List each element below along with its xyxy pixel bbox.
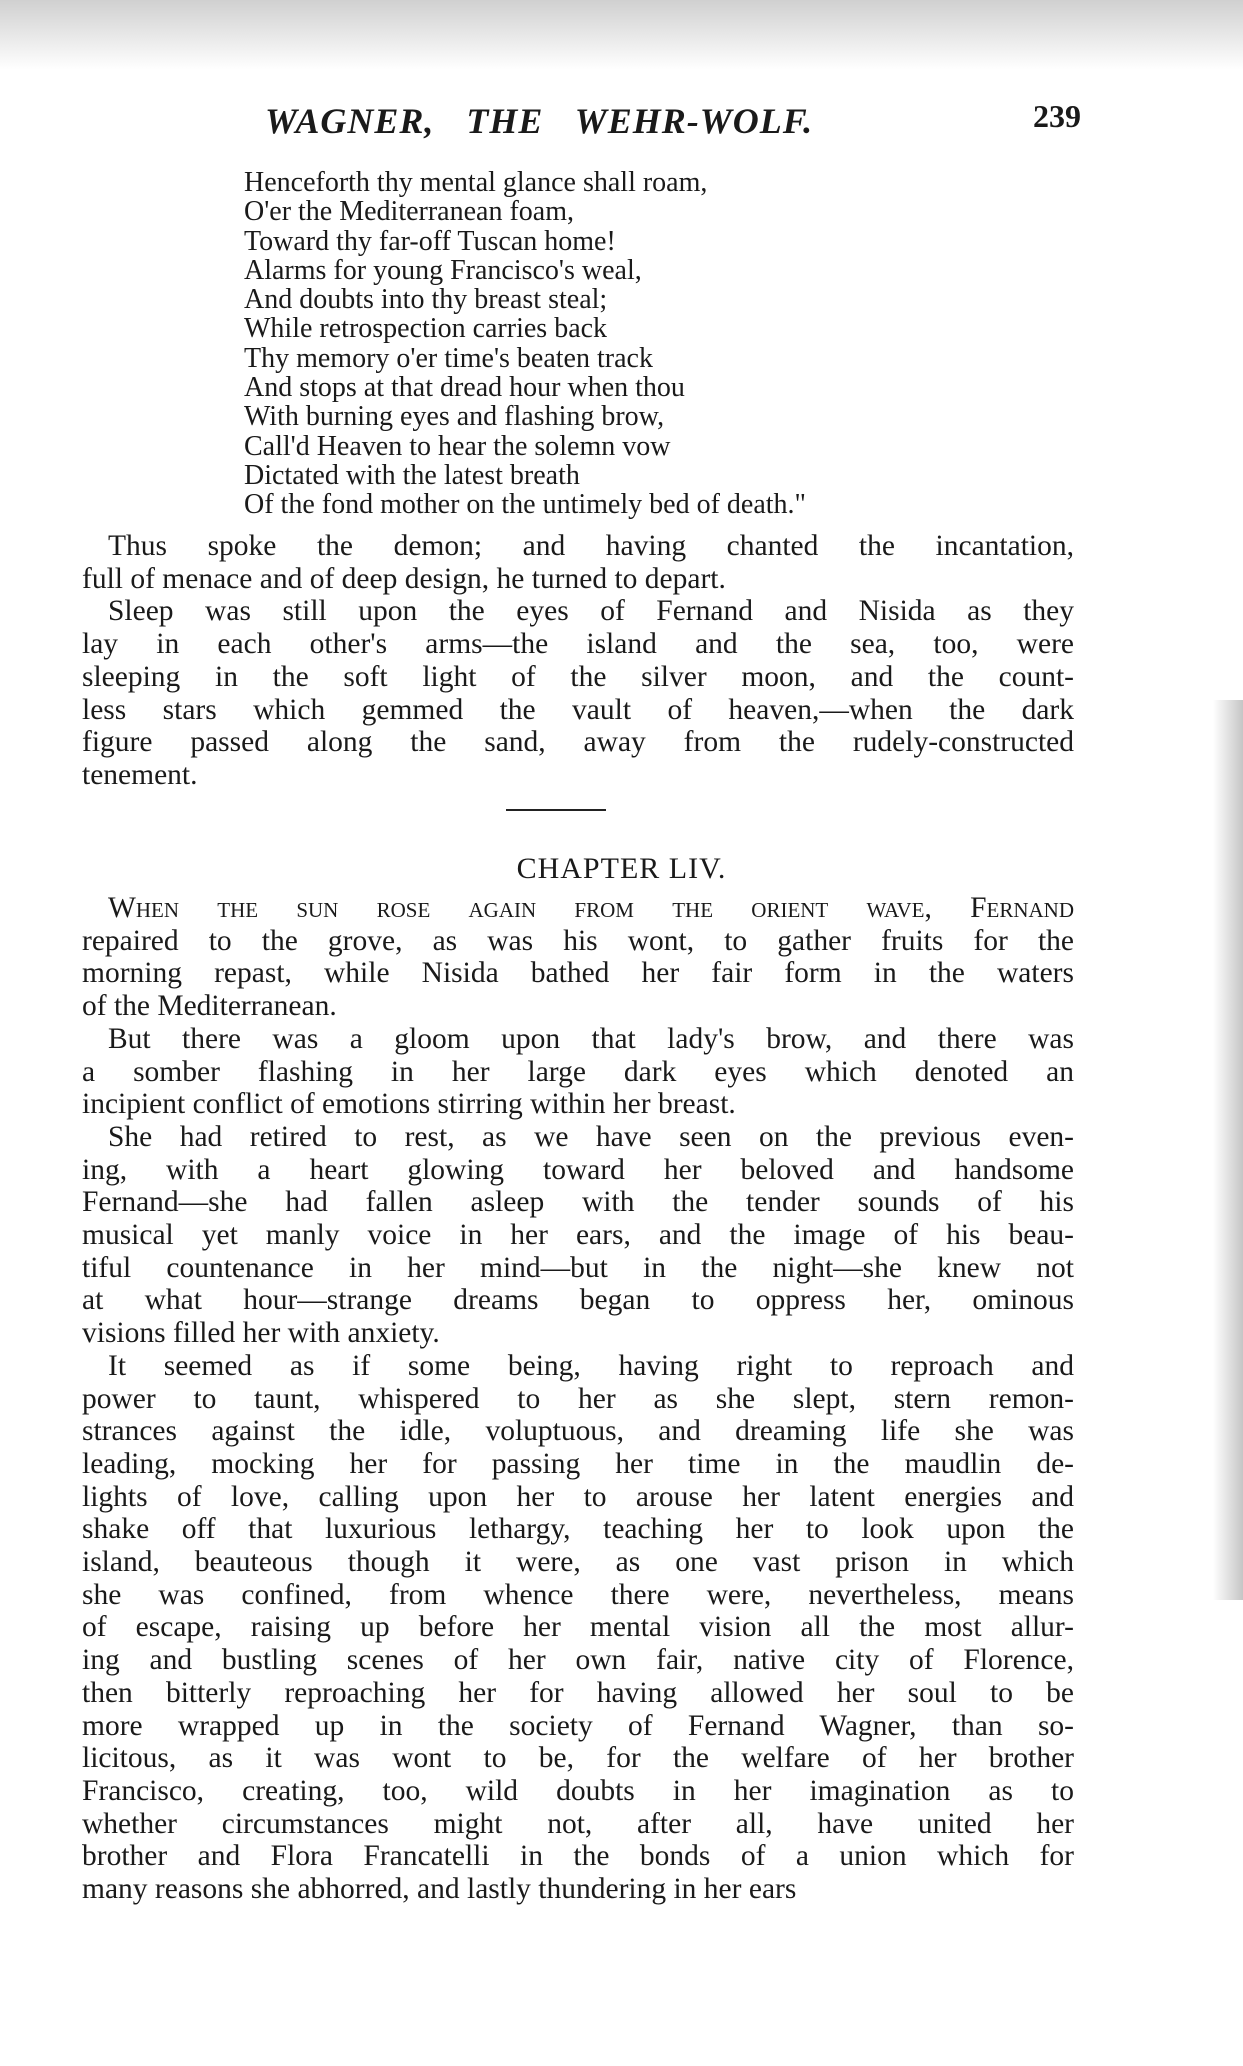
text-line: less stars which gemmed the vault of heaven,—when the dark: [82, 693, 1074, 726]
text-line: of the Mediterranean.: [82, 990, 337, 1023]
text-line: more wrapped up in the society of Fernand Wagner, than so-: [82, 1709, 1074, 1742]
poem-line: Henceforth thy mental glance shall roam,: [244, 167, 708, 198]
text-line: figure passed along the sand, away from the rudely-constructed: [82, 726, 1074, 759]
text-line: island, beauteous though it were, as one vast prison in which: [82, 1546, 1074, 1579]
text-line: lights of love, calling upon her to arouse her latent energies and: [82, 1480, 1074, 1513]
text-line: leading, mocking her for passing her time in the maudlin de-: [82, 1447, 1074, 1480]
poem-line: Of the fond mother on the untimely bed of death.": [244, 489, 806, 521]
text-line: a somber flashing in her large dark eyes which denoted an: [82, 1055, 1074, 1088]
poem-line: And doubts into thy breast steal;: [244, 284, 608, 316]
text-line: tiful countenance in her mind—but in the night—she knew not: [82, 1251, 1074, 1284]
text-line: incipient conflict of emotions stirring within her breast.: [82, 1088, 736, 1121]
text-line: It seemed as if some being, having right to reproach and: [108, 1349, 1074, 1382]
chapter-body: [82, 892, 1074, 1906]
poem-line: And stops at that dread hour when thou: [244, 372, 685, 404]
text-line: then bitterly reproaching her for having allowed her soul to be: [82, 1676, 1074, 1709]
text-line: full of menace and of deep design, he turned to depart.: [82, 562, 726, 595]
section-divider: [506, 809, 606, 811]
text-line: ing, with a heart glowing toward her beloved and handsome: [82, 1153, 1074, 1186]
text-line: Fernand—she had fallen asleep with the tender sounds of his: [82, 1186, 1074, 1219]
text-line: repaired to the grove, as was his wont, to gather fruits for the: [82, 924, 1074, 957]
running-title: WAGNER, THE WEHR-WOLF.: [265, 101, 814, 141]
text-line: Francisco, creating, too, wild doubts in her imagination as to: [82, 1774, 1074, 1807]
text-line: Sleep was still upon the eyes of Fernand and Nisida as they: [108, 595, 1074, 628]
poem-line: While retrospection carries back: [244, 313, 608, 345]
poem-line: O'er the Mediterranean foam,: [244, 196, 574, 228]
text-line: strances against the idle, voluptuous, and dreaming life she was: [82, 1415, 1074, 1448]
text-line: Thus spoke the demon; and having chanted the incantation,: [108, 530, 1074, 562]
text-line: But there was a gloom upon that lady's brow, and there was: [108, 1022, 1074, 1055]
text-line: tenement.: [82, 758, 198, 791]
poem-line: Toward thy far-off Tuscan home!: [244, 225, 616, 257]
poem-block: [244, 168, 806, 520]
text-line: visions filled her with anxiety.: [82, 1317, 440, 1350]
text-line: morning repast, while Nisida bathed her fair form in the waters: [82, 957, 1074, 990]
text-line: whether circumstances might not, after all, have united her: [82, 1807, 1074, 1840]
page-number: 239: [1033, 98, 1081, 134]
text-line: licitous, as it was wont to be, for the welfare of her brother: [82, 1742, 1074, 1775]
poem-line: Call'd Heaven to hear the solemn vow: [244, 430, 671, 462]
poem-line: Alarms for young Francisco's weal,: [244, 254, 642, 286]
text-line: ing and bustling scenes of her own fair, native city of Florence,: [82, 1644, 1074, 1677]
text-line: at what hour—strange dreams began to oppress her, ominous: [82, 1284, 1074, 1317]
text-line: she was confined, from whence there were, nevertheless, means: [82, 1578, 1074, 1611]
text-line: of escape, raising up before her mental vision all the most allur-: [82, 1611, 1074, 1644]
prose-before-chapter: [82, 530, 1074, 792]
scan-noise-top: [0, 0, 1243, 70]
text-line: brother and Flora Francatelli in the bonds of a union which for: [82, 1840, 1074, 1873]
chapter-title: CHAPTER LIV.: [516, 852, 727, 885]
poem-line: Dictated with the latest breath: [244, 459, 580, 491]
text-line: She had retired to rest, as we have seen on the previous even-: [108, 1120, 1074, 1153]
text-line: lay in each other's arms—the island and the sea, too, were: [82, 628, 1074, 661]
text-line: many reasons she abhorred, and lastly thundering in her ears: [82, 1873, 797, 1906]
scan-edge-shadow: [1213, 700, 1243, 1600]
text-line: shake off that luxurious lethargy, teaching her to look upon the: [82, 1513, 1074, 1546]
poem-line: Thy memory o'er time's beaten track: [244, 342, 653, 374]
text-line: musical yet manly voice in her ears, and the image of his beau-: [82, 1219, 1074, 1252]
text-line: When the sun rose again from the orient wave, Fernand: [108, 892, 1074, 924]
text-line: sleeping in the soft light of the silver moon, and the count-: [82, 660, 1074, 693]
poem-line: With burning eyes and flashing brow,: [244, 401, 665, 433]
text-line: power to taunt, whispered to her as she slept, stern remon-: [82, 1382, 1074, 1415]
